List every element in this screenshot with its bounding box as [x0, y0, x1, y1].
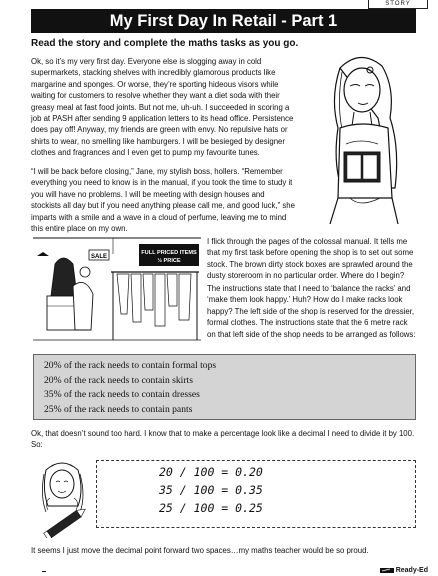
decimal-calculations-box — [96, 460, 416, 528]
calculation-line: 35 / 100 = 0.35 — [159, 483, 263, 497]
store-sign-line-2: ½ PRICE — [157, 258, 181, 264]
requirement-item: 35% of the rack needs to contain dresses — [44, 389, 200, 400]
store-interior-illustration — [33, 236, 201, 348]
story-paragraph-1: Ok, so it’s my very first day. Everyone else is slogging away in cold supermarkets, stacking shelves with incredibly glamorous products like margarine and sponges. Or worse, they’re sporting hideous visors while waiting for customers to resolve whether they want a diet soda with their greasy meal at fast food joints. But not me, uh-uh. I succeeded in scoring a job at PASH after sending 9 application letters to its head office. Persistence does pay off! Anyway, my friends are green with envy. No repulsive hats or shirts to wear, no smelling like hamburgers. I will be besieged by designer clothes and fragrances and I even get to pump my favourite tunes. — [31, 57, 294, 158]
page-title: My First Day In Retail - Part 1 — [31, 9, 416, 33]
rack-requirements-box — [33, 354, 416, 420]
story-paragraph-5: Ok, that doesn’t sound too hard. I know that to make a percentage look like a decimal I need to divide it by 100. So: — [31, 429, 415, 450]
story-tab: STORY — [368, 0, 428, 9]
requirement-item: 25% of the rack needs to contain pants — [44, 403, 193, 415]
requirement-item: 20% of the rack needs to contain formal tops — [44, 360, 217, 371]
page-number-mark — [42, 571, 46, 572]
instruction-heading: Read the story and complete the maths tasks as you go. — [31, 38, 299, 49]
girl-reading-manual-illustration — [300, 48, 420, 224]
pen-logo-icon — [380, 567, 394, 574]
story-paragraph-3: I flick through the pages of the colossal manual. It tells me that my first task before opening the shop is to set out some stock. The brown dirty stock boxes are sprawled around the dusty storeroom in no particular order. Where do I begin? — [207, 237, 414, 281]
girl-with-pencil-illustration — [34, 456, 92, 538]
publisher-logo — [380, 567, 428, 574]
svg-text:SALE: SALE — [90, 254, 108, 260]
calculation-line: 20 / 100 = 0.20 — [159, 465, 263, 479]
requirement-item: 20% of the rack needs to contain skirts — [44, 374, 193, 386]
store-sign-line-1: FULL PRICED ITEMS — [141, 250, 197, 256]
story-paragraph-2: “I will be back before closing,” Jane, my stylish boss, hollers. “Remember everything you need to know is in the manual, if you took the time to study it you will have no problems. I will be meeting with design houses and stockists all day but if you need anything please call me, and good luck,” she imparts with a smile and a wave in a cloud of perfume, leaving me to mind this entire place on my own. — [31, 167, 295, 234]
story-paragraph-4: The instructions state that I need to ‘balance the racks’ and ‘make them look happy.’ Huh? How do I make racks look happy? The left side of the shop is reserved for the dressier, formal clothes. The instructions state that the 6 metre rack on that left side of the shop needs to be arranged as follows: — [207, 284, 416, 339]
calculation-line: 25 / 100 = 0.25 — [159, 501, 263, 515]
publisher-name: Ready-Ed — [395, 567, 428, 574]
story-paragraph-6: It seems I just move the decimal point forward two spaces…my maths teacher would be so proud. — [31, 546, 369, 555]
